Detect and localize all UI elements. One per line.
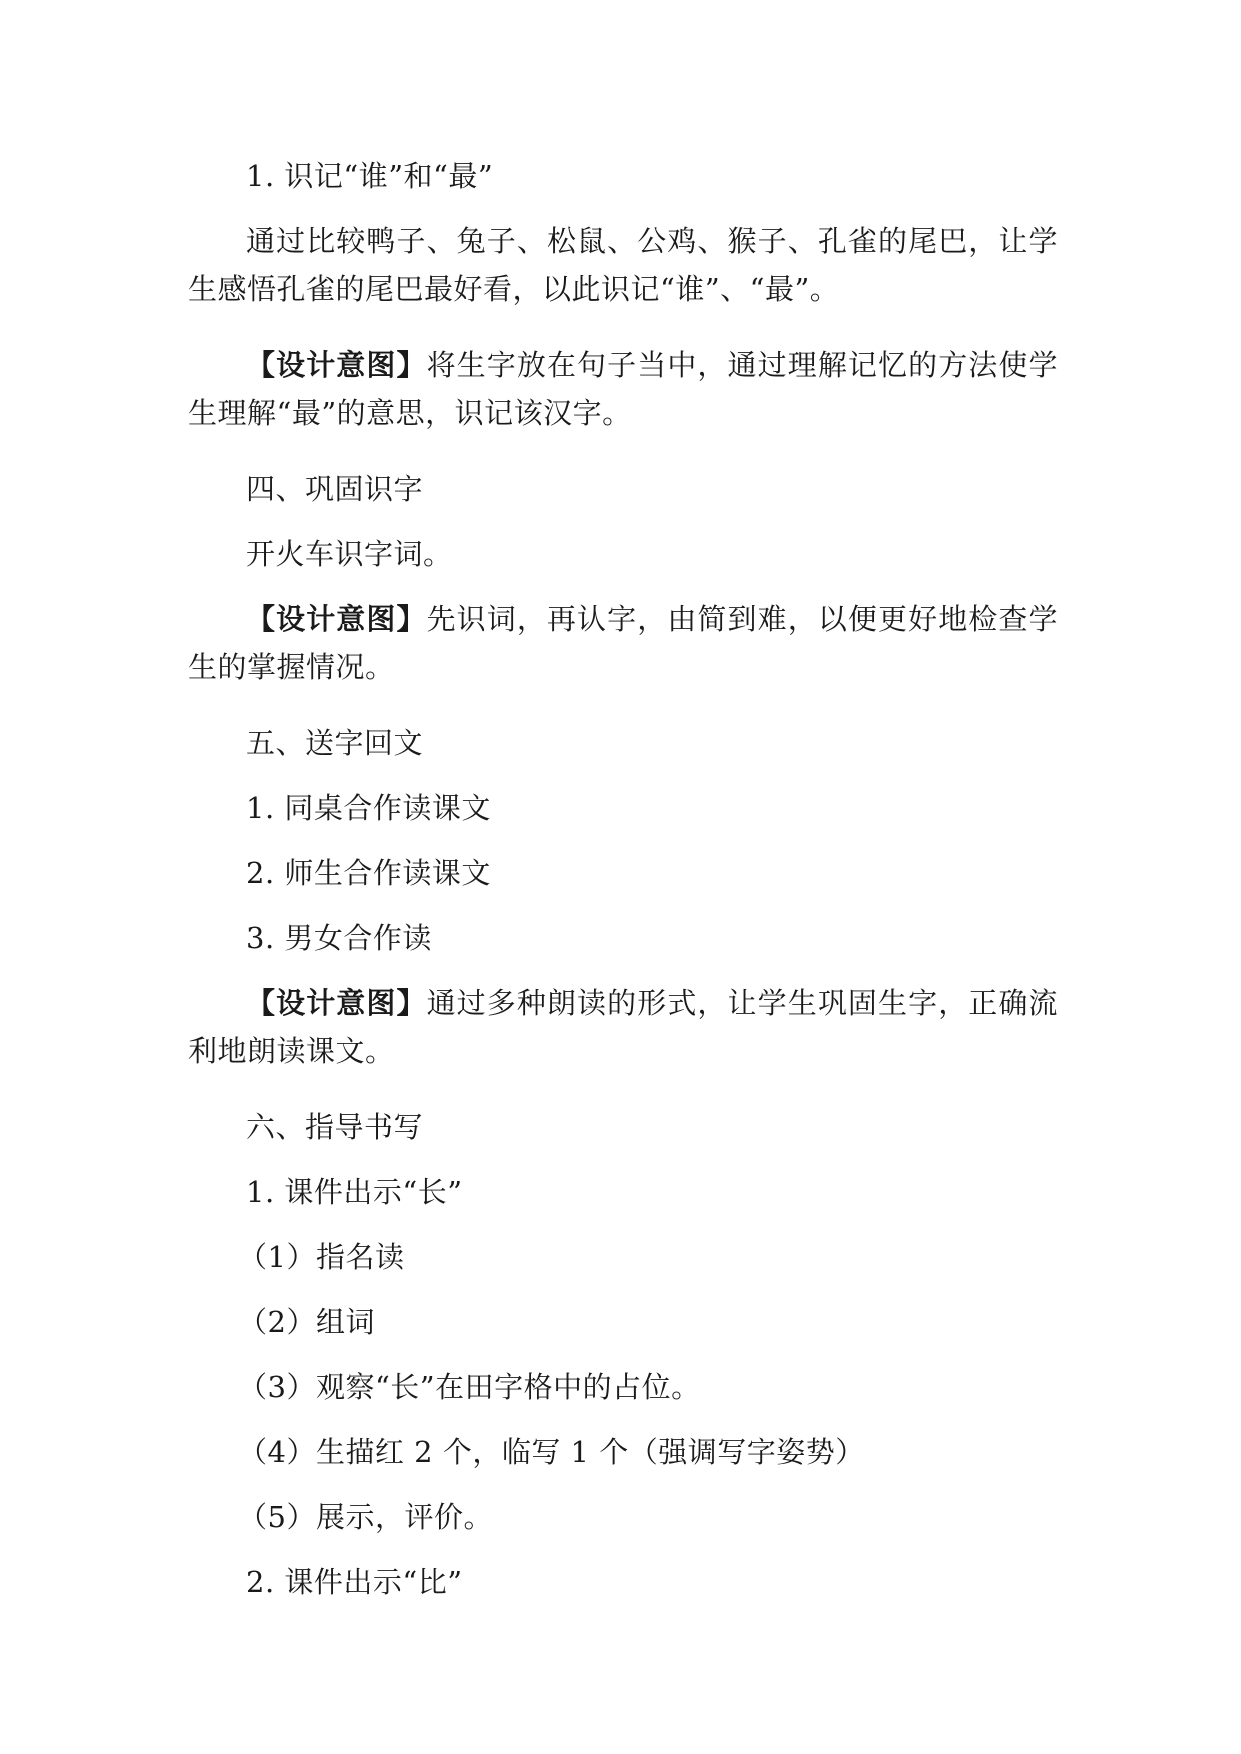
subheading-show-chang: 1. 课件出示“长” [246, 1175, 463, 1209]
design-intent-paragraph: 【设计意图】通过多种朗读的形式，让学生巩固生字，正确流利地朗读课文。 [188, 986, 1058, 1068]
design-intent-paragraph: 【设计意图】先识词，再认字，由简到难，以便更好地检查学生的掌握情况。 [188, 602, 1058, 684]
list-item: （5）展示，评价。 [238, 1500, 493, 1534]
section-heading-consolidate: 四、巩固识字 [246, 472, 424, 506]
list-item: 3. 男女合作读 [246, 921, 432, 955]
list-item: （4）生描红 2 个，临写 1 个（强调写字姿势） [238, 1435, 865, 1469]
subheading-show-bi: 2. 课件出示“比” [246, 1565, 463, 1599]
list-item: （1）指名读 [238, 1240, 405, 1274]
document-body [188, 152, 1058, 1623]
subheading-identify-words: 1. 识记“谁”和“最” [246, 159, 494, 193]
list-item: （2）组词 [238, 1305, 375, 1339]
list-item: （3）观察“长”在田字格中的占位。 [238, 1370, 701, 1404]
list-item: 2. 师生合作读课文 [246, 856, 491, 890]
paragraph-compare-tails: 通过比较鸭子、兔子、松鼠、公鸡、猴子、孔雀的尾巴，让学生感悟孔雀的尾巴最好看，以此识记“谁”、“最”。 [188, 224, 1058, 306]
section-heading-writing-guidance: 六、指导书写 [246, 1110, 424, 1144]
design-intent-label: 【设计意图】 [246, 602, 427, 636]
list-item: 1. 同桌合作读课文 [246, 791, 491, 825]
section-heading-return-to-text: 五、送字回文 [246, 726, 424, 760]
paragraph-train-game: 开火车识字词。 [246, 537, 453, 571]
design-intent-label: 【设计意图】 [246, 986, 427, 1020]
design-intent-label: 【设计意图】 [246, 348, 427, 382]
design-intent-paragraph: 【设计意图】将生字放在句子当中，通过理解记忆的方法使学生理解“最”的意思，识记该汉字。 [188, 348, 1058, 430]
